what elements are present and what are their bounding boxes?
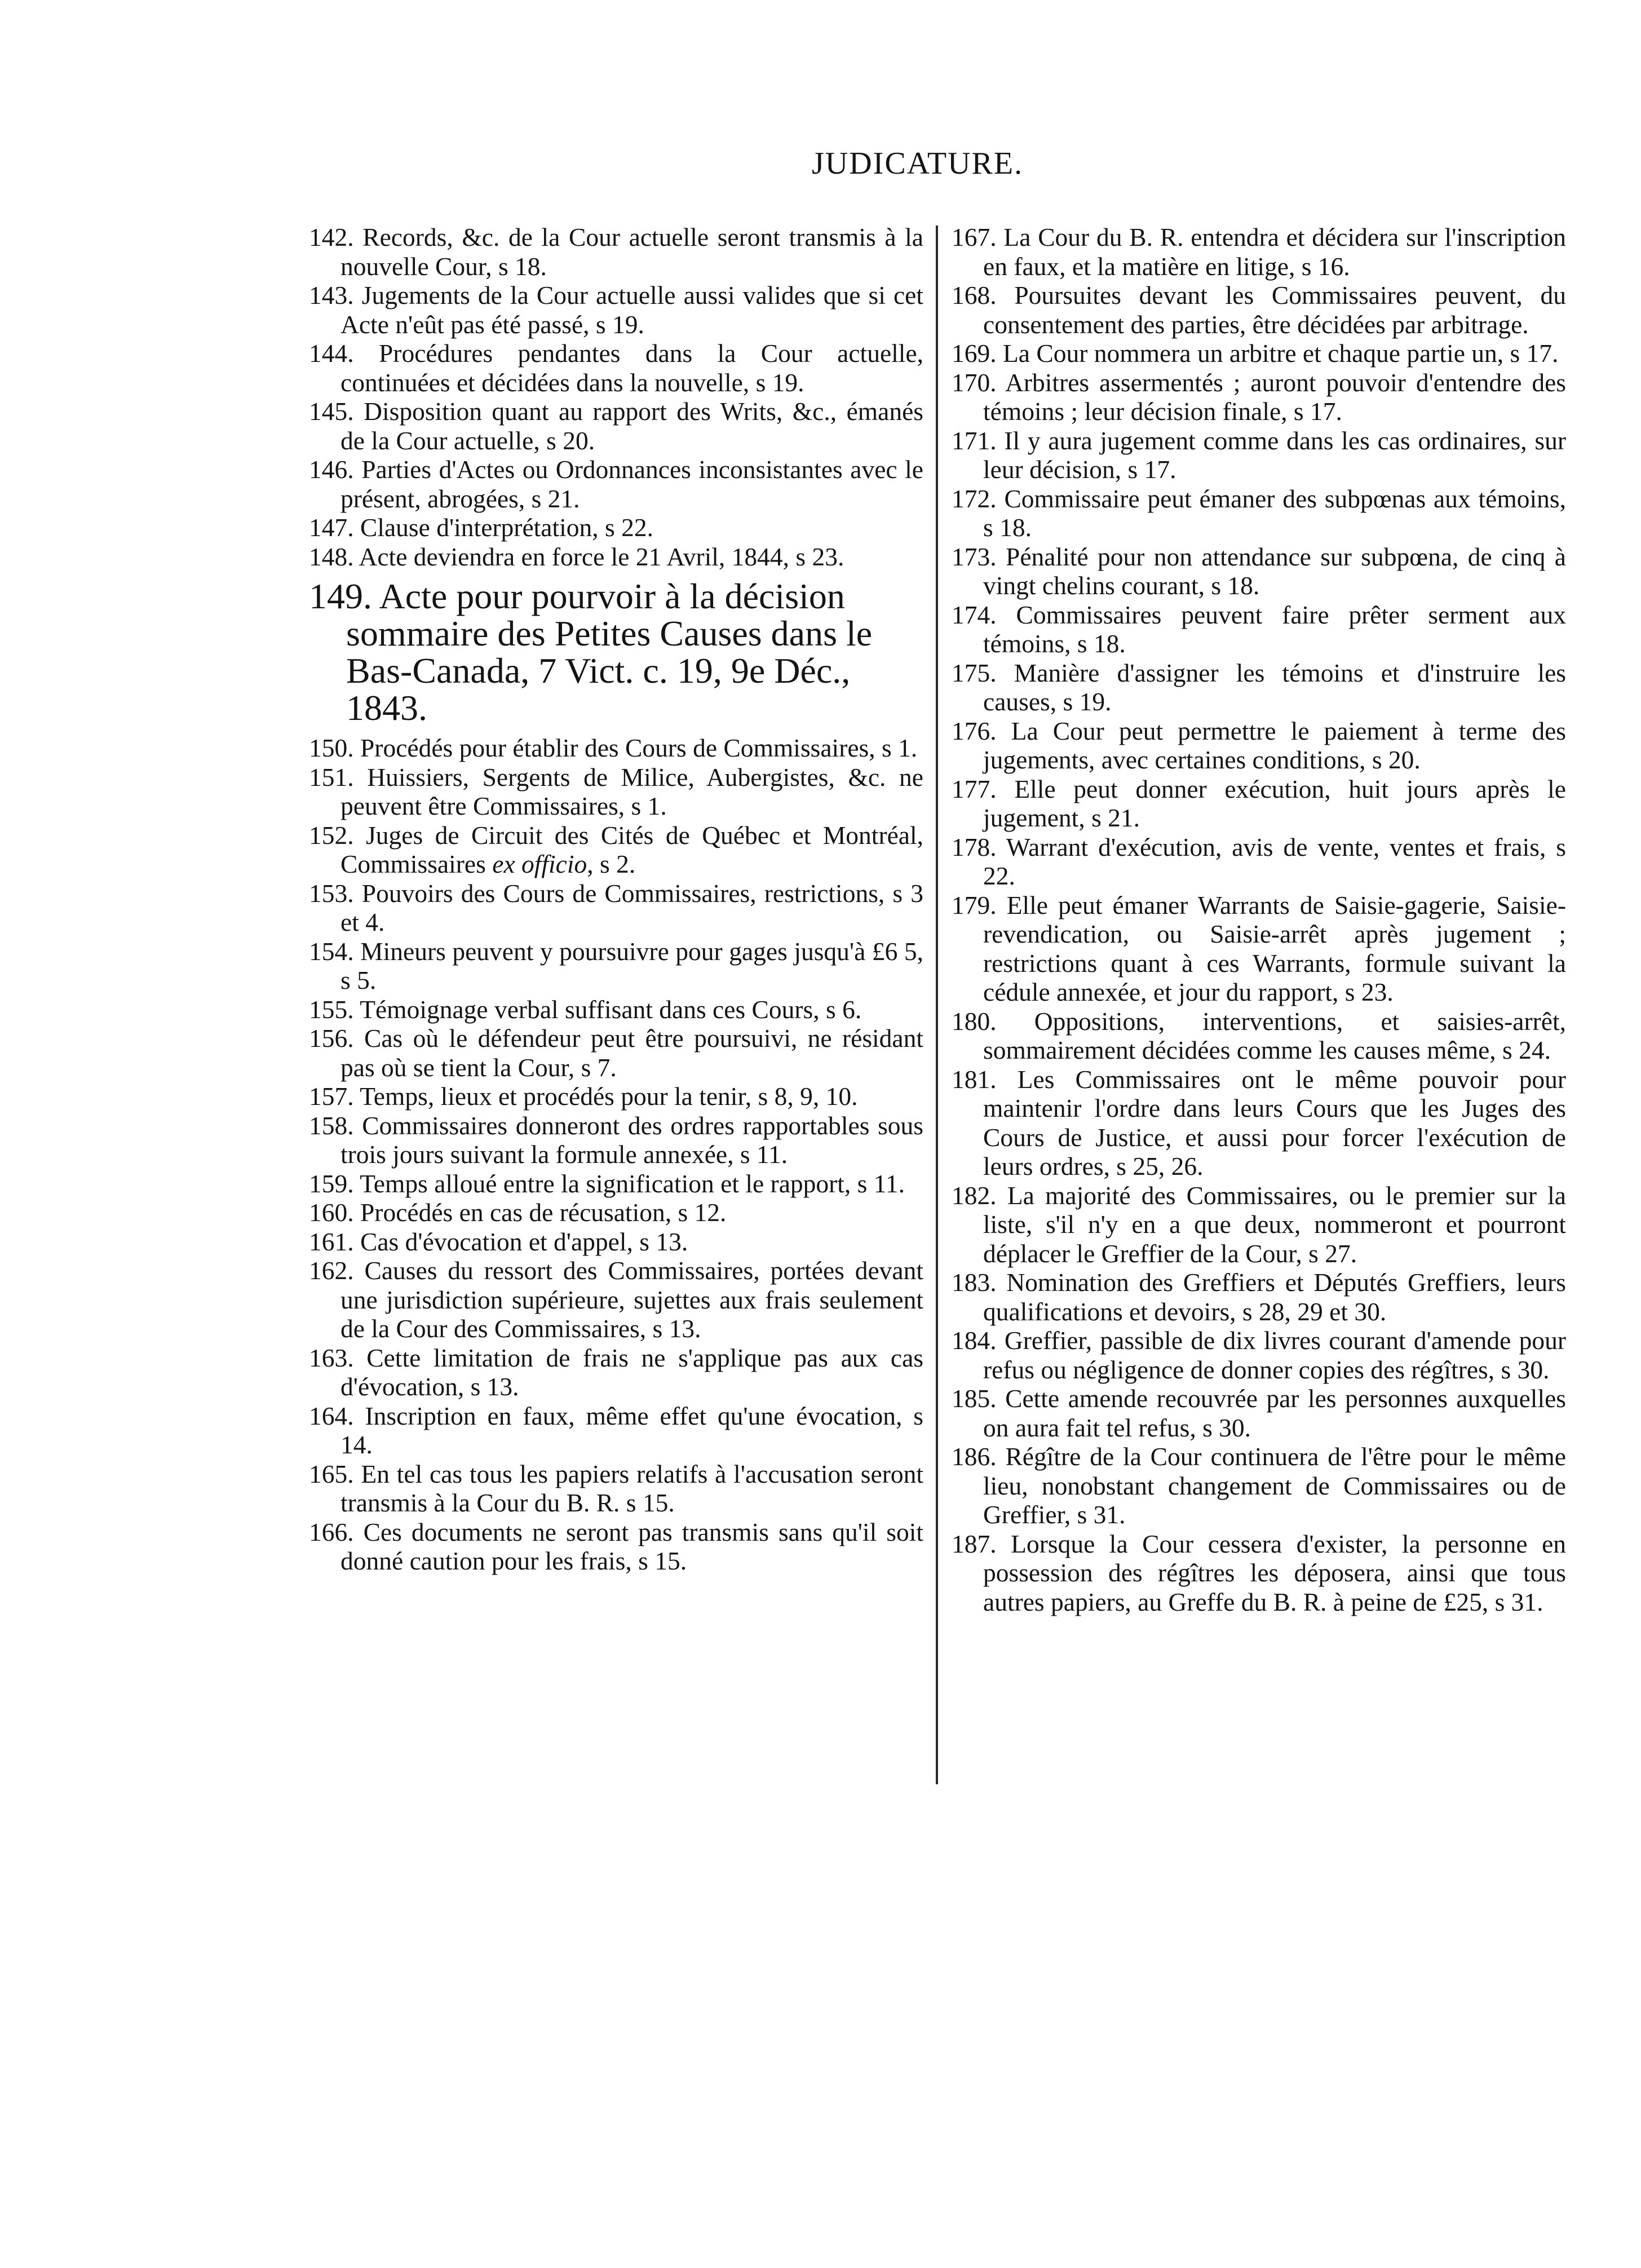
entry-text: Acte pour pourvoir à la décision sommaire des Petites Causes dans le Bas-Canada, 7 Vict. c. 19, 9e Déc., 1843. (346, 576, 873, 728)
index-entry-159 (309, 1169, 923, 1199)
index-entry-162 (309, 1256, 923, 1343)
entry-number: 176. (952, 716, 997, 745)
index-entry-158 (309, 1111, 923, 1169)
entry-text: Greffier, passible de dix livres courant d'amende pour refus ou négligence de donner copies des régîtres, s 30. (983, 1326, 1566, 1384)
index-entry-184 (952, 1326, 1566, 1384)
entry-text: Cette limitation de frais ne s'applique pas aux cas d'évocation, s 13. (340, 1343, 924, 1401)
entry-number: 172. (952, 484, 997, 513)
left-column (309, 223, 923, 1576)
entry-number: 167. (952, 223, 997, 251)
entry-text: Mineurs peuvent y poursuivre pour gages jusqu'à £6 5, s 5. (340, 936, 923, 994)
index-entry-161 (309, 1227, 923, 1257)
entry-number: 142. (309, 223, 354, 251)
index-entry-169 (952, 339, 1566, 368)
entry-text: Commissaire peut émaner des subpœnas aux témoins, s 18. (983, 484, 1566, 542)
entry-number: 147. (309, 513, 354, 542)
index-entry-150 (309, 733, 923, 763)
index-entry-148 (309, 542, 923, 572)
index-entry-157 (309, 1082, 923, 1111)
entry-number: 165. (309, 1459, 354, 1488)
entry-number: 144. (309, 339, 354, 368)
entry-number: 145. (309, 397, 354, 426)
entry-number: 151. (309, 762, 354, 792)
index-entry-182 (952, 1181, 1566, 1268)
entry-number: 187. (952, 1529, 997, 1558)
column-divider (936, 226, 938, 1784)
entry-text: Nomination des Greffiers et Députés Greffiers, leurs qualifications et devoirs, s 28, 29 et 30. (983, 1268, 1567, 1326)
entry-text: Disposition quant au rapport des Writs, &c., émanés de la Cour actuelle, s 20. (340, 397, 923, 455)
entry-text: Lorsque la Cour cessera d'exister, la personne en possession des régîtres les déposera, ainsi que tous autres papiers, au Greffe du B. R. à peine de £25, s 31. (983, 1529, 1567, 1616)
entry-text: Parties d'Actes ou Ordonnances inconsistantes avec le présent, abrogées, s 21. (340, 455, 923, 513)
index-entry-180 (952, 1007, 1566, 1065)
entry-text: Cette amende recouvrée par les personnes auxquelles on aura fait tel refus, s 30. (983, 1384, 1566, 1442)
entry-number: 154. (309, 936, 354, 966)
index-entry-173 (952, 542, 1566, 600)
entry-text: Commissaires donneront des ordres rapportables sous trois jours suivant la formule annexée, s 11. (340, 1111, 924, 1169)
entry-text: Cas où le défendeur peut être poursuivi, ne résidant pas où se tient la Cour, s 7. (340, 1024, 924, 1082)
entry-number: 143. (309, 281, 354, 310)
entry-text: Clause d'interprétation, s 22. (360, 513, 653, 542)
entry-number: 149. (309, 576, 372, 616)
entry-text: Temps, lieux et procédés pour la tenir, s 8, 9, 10. (360, 1082, 858, 1111)
entry-number: 170. (952, 368, 997, 397)
entry-text-italic: ex officio (492, 850, 587, 878)
index-entry-155 (309, 995, 923, 1024)
entry-text: La Cour du B. R. entendra et décidera sur l'inscription en faux, et la matière en litige, s 16. (983, 223, 1567, 281)
entry-text: Pénalité pour non attendance sur subpœna, de cinq à vingt chelins courant, s 18. (983, 542, 1567, 600)
entry-number: 152. (309, 820, 354, 850)
entry-text: Procédés en cas de récusation, s 12. (360, 1198, 727, 1227)
entry-text: La Cour peut permettre le paiement à terme des jugements, avec certaines conditions, s 20. (983, 716, 1567, 774)
entry-number: 184. (952, 1326, 997, 1355)
entry-number: 148. (309, 542, 354, 571)
entry-text: Inscription en faux, même effet qu'une évocation, s 14. (340, 1401, 924, 1459)
entry-text: , s 2. (587, 850, 636, 878)
entry-text: Jugements de la Cour actuelle aussi valides que si cet Acte n'eût pas été passé, s 19. (340, 281, 923, 339)
entry-number: 156. (309, 1024, 354, 1053)
index-entry-156 (309, 1024, 923, 1082)
entry-text: Acte deviendra en force le 21 Avril, 1844, s 23. (359, 542, 844, 571)
entry-text: Régître de la Cour continuera de l'être pour le même lieu, nonobstant changement de Commissaires ou de Greffier, s 31. (983, 1442, 1566, 1529)
entry-number: 168. (952, 281, 997, 310)
index-entry-153 (309, 879, 923, 937)
entry-text: Cas d'évocation et d'appel, s 13. (360, 1227, 688, 1256)
index-entry-186 (952, 1442, 1566, 1529)
entry-text: Commissaires peuvent faire prêter serment aux témoins, s 18. (983, 600, 1567, 658)
entry-number: 175. (952, 658, 997, 687)
right-column (952, 223, 1566, 1616)
entry-text: En tel cas tous les papiers relatifs à l'accusation seront transmis à la Cour du B. R. s 15. (340, 1459, 923, 1517)
index-entry-160 (309, 1198, 923, 1227)
entry-text: La Cour nommera un arbitre et chaque partie un, s 17. (1003, 339, 1559, 368)
entry-number: 179. (952, 890, 997, 919)
entry-number: 157. (309, 1082, 354, 1111)
index-entry-143 (309, 281, 923, 339)
entry-text: Arbitres assermentés ; auront pouvoir d'entendre des témoins ; leur décision finale, s 17. (983, 368, 1566, 426)
index-entry-176 (952, 717, 1566, 775)
entry-text: Records, &c. de la Cour actuelle seront transmis à la nouvelle Cour, s 18. (340, 223, 923, 281)
entry-text: Procédures pendantes dans la Cour actuelle, continuées et décidées dans la nouvelle, s 19. (340, 339, 924, 397)
entry-text: Poursuites devant les Commissaires peuvent, du consentement des parties, être décidées par arbitrage. (983, 281, 1566, 339)
index-entry-168 (952, 281, 1566, 339)
index-entry-181 (952, 1065, 1566, 1181)
entry-text: Ces documents ne seront pas transmis sans qu'il soit donné caution pour les frais, s 15. (340, 1517, 924, 1575)
index-entry-145 (309, 397, 923, 455)
entry-number: 185. (952, 1384, 997, 1413)
entry-number: 163. (309, 1343, 354, 1372)
entry-number: 181. (952, 1064, 997, 1094)
entry-text: Warrant d'exécution, avis de vente, ventes et frais, s 22. (983, 832, 1566, 890)
entry-number: 155. (309, 994, 354, 1024)
index-entry-183 (952, 1268, 1566, 1326)
entry-text: Pouvoirs des Cours de Commissaires, restrictions, s 3 et 4. (340, 878, 923, 936)
index-entry-164 (309, 1402, 923, 1460)
entry-number: 177. (952, 774, 997, 803)
index-entry-147 (309, 513, 923, 542)
entry-text: Elle peut émaner Warrants de Saisie-gagerie, Saisie-revendication, ou Saisie-arrêt après jugement ; restrictions quant à ces Warrants, formule suivant la cédule annexée, et jour du rapport, s 23. (983, 890, 1566, 1006)
entry-number: 174. (952, 600, 997, 629)
entry-text: Procédés pour établir des Cours de Commissaires, s 1. (360, 733, 918, 762)
entry-text: Manière d'assigner les témoins et d'instruire les causes, s 19. (983, 658, 1566, 716)
index-entry-187 (952, 1529, 1566, 1617)
entry-number: 161. (309, 1227, 354, 1256)
entry-text: Juges de Circuit des Cités de Québec et Montréal, Commissaires (340, 820, 923, 878)
entry-number: 186. (952, 1442, 997, 1471)
entry-number: 183. (952, 1268, 997, 1297)
entry-text: Il y aura jugement comme dans les cas ordinaires, sur leur décision, s 17. (983, 426, 1566, 484)
index-entry-152 (309, 821, 923, 879)
index-entry-154 (309, 937, 923, 995)
index-entry-175 (952, 658, 1566, 717)
entry-number: 162. (309, 1256, 354, 1285)
index-entry-171 (952, 426, 1566, 484)
entry-number: 160. (309, 1198, 354, 1227)
entry-text: Elle peut donner exécution, huit jours après le jugement, s 21. (983, 774, 1566, 832)
entry-number: 169. (952, 339, 997, 368)
index-entry-142 (309, 223, 923, 281)
entry-number: 146. (309, 455, 354, 484)
entry-text: Huissiers, Sergents de Milice, Aubergistes, &c. ne peuvent être Commissaires, s 1. (340, 762, 923, 820)
entry-text: Temps alloué entre la signification et le rapport, s 11. (360, 1169, 905, 1198)
entry-text: Causes du ressort des Commissaires, portées devant une jurisdiction supérieure, sujettes aux frais seulement de la Cour des Commissaires, s 13. (340, 1256, 924, 1343)
index-entry-174 (952, 600, 1566, 658)
entry-number: 150. (309, 733, 354, 762)
entry-number: 178. (952, 832, 997, 861)
entry-text: Oppositions, interventions, et saisies-arrêt, sommairement décidées comme les causes même, s 24. (983, 1006, 1566, 1064)
entry-text: Témoignage verbal suffisant dans ces Cours, s 6. (360, 994, 862, 1024)
index-entry-185 (952, 1384, 1566, 1442)
index-entry-146 (309, 455, 923, 513)
index-entry-167 (952, 223, 1566, 281)
entry-number: 180. (952, 1006, 997, 1036)
index-entry-144 (309, 339, 923, 397)
index-entry-166 (309, 1518, 923, 1576)
entry-number: 173. (952, 542, 997, 571)
entry-number: 182. (952, 1181, 997, 1210)
entry-text: Les Commissaires ont le même pouvoir pour maintenir l'ordre dans leurs Cours que les Juges des Cours de Justice, et aussi pour forcer l'exécution de leurs ordres, s 25, 26. (983, 1064, 1566, 1181)
entry-number: 166. (309, 1517, 354, 1546)
index-entry-163 (309, 1343, 923, 1402)
entry-number: 164. (309, 1401, 354, 1430)
entry-text: La majorité des Commissaires, ou le premier sur la liste, s'il n'y en a que deux, nommeront et pourront déplacer le Greffier de la Cour, s 27. (983, 1181, 1566, 1268)
index-entry-177 (952, 775, 1566, 833)
index-entry-179 (952, 891, 1566, 1007)
index-entry-165 (309, 1460, 923, 1518)
page-title: JUDICATURE. (812, 146, 1024, 181)
entry-number: 159. (309, 1169, 354, 1198)
entry-number: 158. (309, 1111, 354, 1140)
index-entry-170 (952, 368, 1566, 426)
index-entry-149-heading (309, 578, 923, 727)
index-entry-172 (952, 484, 1566, 542)
index-entry-151 (309, 763, 923, 821)
index-entry-178 (952, 833, 1566, 891)
entry-number: 171. (952, 426, 997, 455)
entry-number: 153. (309, 878, 354, 908)
